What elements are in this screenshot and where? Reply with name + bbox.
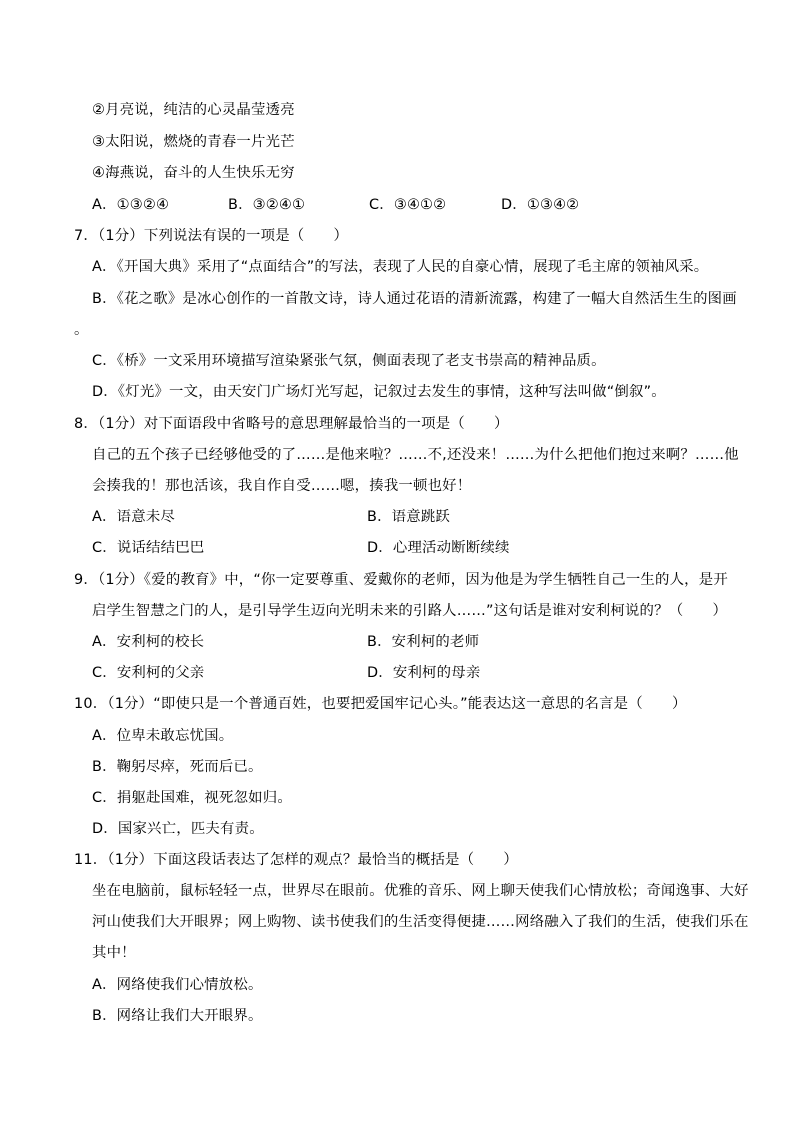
q9-stem-line-2: 启学生智慧之门的人，是引导学生迈向光明未来的引路人……”这句话是谁对安利柯说的？（ ） <box>92 603 728 619</box>
q11-stem: 11．（1分）下面这段话表达了怎样的观点？最恰当的概括是（ ） <box>74 852 518 868</box>
q8-passage-line-1: 自己的五个孩子已经够他受的了……是他来啦？……不,还没来！……为什么把他们抱过来啊？……他 <box>92 447 739 463</box>
q9-option-c: C．安利柯的父亲 <box>92 665 205 681</box>
q8-option-d: D．心理活动断断续续 <box>367 540 510 556</box>
q6-choice-c: C．③④①② <box>369 197 447 213</box>
q8-passage-line-2: 会揍我的！那也活该，我自作自受……嗯，揍我一顿也好！ <box>92 478 472 494</box>
q7-stem: 7．（1分）下列说法有误的一项是（ ） <box>74 228 349 244</box>
q10-option-b: B．鞠躬尽瘁，死而后已。 <box>92 759 263 775</box>
q8-option-a: A．语意未尽 <box>92 509 175 525</box>
q8-stem: 8．（1分）对下面语段中省略号的意思理解最恰当的一项是（ ） <box>74 416 509 432</box>
q6-choice-d: D．①③④② <box>501 197 580 213</box>
q9-option-d: D．安利柯的母亲 <box>367 665 481 681</box>
q7-option-d: D．《灯光》一文，由天安门广场灯光写起，记叙过去发生的事情，这种写法叫做“倒叙”。 <box>92 384 666 400</box>
q9-option-a: A．安利柯的校长 <box>92 634 205 650</box>
q9-option-b: B．安利柯的老师 <box>367 634 480 650</box>
q11-option-b: B．网络让我们大开眼界。 <box>92 1008 263 1024</box>
q11-option-a: A．网络使我们心情放松。 <box>92 977 263 993</box>
q9-stem-line-1: 9．（1分）《爱的教育》中，“你一定要尊重、爱戴你的老师，因为他是为学生牺牲自己一生的人，是开 <box>74 572 728 588</box>
option-item-3: ③太阳说，燃烧的青春一片光芒 <box>92 134 295 150</box>
q7-option-a: A．《开国大典》采用了“点面结合”的写法，表现了人民的自豪心情，展现了毛主席的领袖风采。 <box>92 259 709 275</box>
q10-option-d: D．国家兴亡，匹夫有责。 <box>92 821 264 837</box>
q11-passage-line-3: 其中！ <box>92 945 136 961</box>
q7-option-b-continued: 。 <box>74 322 89 338</box>
q11-passage-line-1: 坐在电脑前，鼠标轻轻一点，世界尽在眼前。优雅的音乐、网上聊天使我们心情放松；奇闻逸事、大好 <box>92 883 749 899</box>
q7-option-c: C．《桥》一文采用环境描写渲染紧张气氛，侧面表现了老支书崇高的精神品质。 <box>92 353 606 369</box>
q6-choice-a: A．①③②④ <box>92 197 170 213</box>
q11-passage-line-2: 河山使我们大开眼界；网上购物、读书使我们的生活变得便捷……网络融入了我们的生活，使我们乐在 <box>92 914 749 930</box>
q10-option-a: A．位卑未敢忘忧国。 <box>92 728 234 744</box>
option-item-4: ④海燕说，奋斗的人生快乐无穷 <box>92 165 295 181</box>
q8-option-b: B．语意跳跃 <box>367 509 451 525</box>
q7-option-b: B．《花之歌》是冰心创作的一首散文诗，诗人通过花语的清新流露，构建了一幅大自然活生生的图画 <box>92 291 737 307</box>
q8-option-c: C．说话结结巴巴 <box>92 540 205 556</box>
q10-option-c: C．捐躯赴国难，视死忽如归。 <box>92 790 292 806</box>
q10-stem: 10．（1分）“即使只是一个普通百姓，也要把爱国牢记心头。”能表达这一意思的名言是（ ） <box>74 696 687 712</box>
option-item-2: ②月亮说，纯洁的心灵晶莹透亮 <box>92 102 295 118</box>
q6-choice-b: B．③②④① <box>228 197 306 213</box>
